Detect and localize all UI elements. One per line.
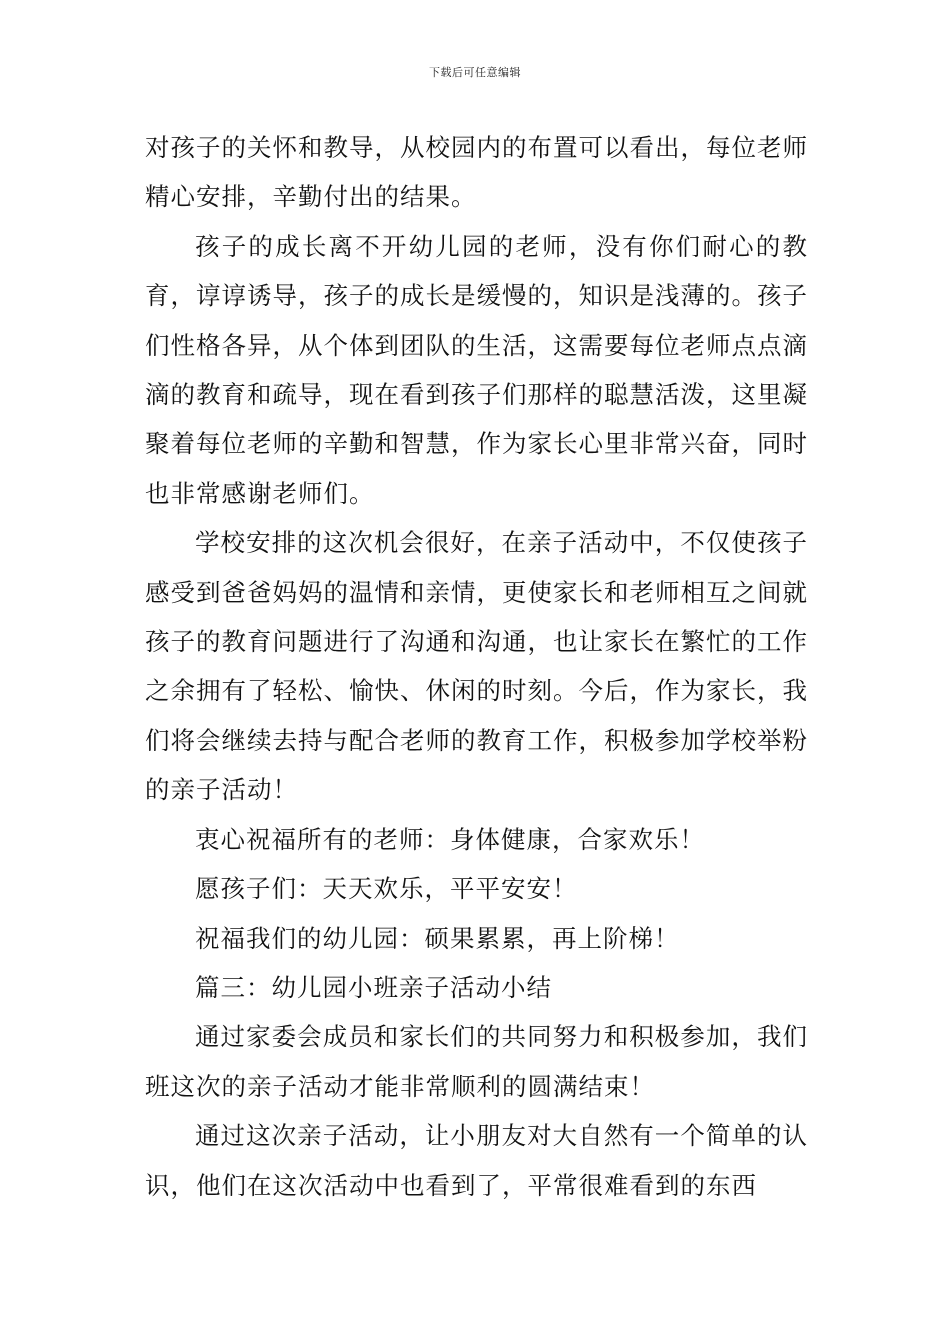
paragraph: 通过这次亲子活动，让小朋友对大自然有一个简单的认识，他们在这次活动中也看到了，平常很难看到的东西 bbox=[145, 1121, 808, 1200]
paragraph-blessing: 衷心祝福所有的老师：身体健康，合家欢乐！ bbox=[195, 824, 705, 854]
page-header-note: 下载后可任意编辑 bbox=[429, 66, 521, 79]
paragraph-blessing: 祝福我们的幼儿园：硕果累累，再上阶梯！ bbox=[195, 923, 680, 953]
paragraph: 通过家委会成员和家长们的共同努力和积极参加，我们班这次的亲子活动才能非常顺利的圆满结束！ bbox=[145, 1022, 808, 1101]
document-body bbox=[145, 123, 808, 1210]
paragraph: 孩子的成长离不开幼儿园的老师，没有你们耐心的教育，谆谆诱导，孩子的成长是缓慢的，知识是浅薄的。孩子们性格各异，从个体到团队的生活，这需要每位老师点点滴滴的教育和疏导，现在看到孩子们那样的聪慧活泼，这里凝聚着每位老师的辛勤和智慧，作为家长心里非常兴奋，同时也非常感谢老师们。 bbox=[145, 231, 808, 508]
paragraph: 学校安排的这次机会很好，在亲子活动中，不仅使孩子感受到爸爸妈妈的温情和亲情，更使家长和老师相互之间就孩子的教育问题进行了沟通和沟通，也让家长在繁忙的工作之余拥有了轻松、愉快、休闲的时刻。今后，作为家长，我们将会继续去持与配合老师的教育工作，积极参加学校举粉的亲子活动！ bbox=[145, 528, 808, 805]
paragraph-continuation: 对孩子的关怀和教导，从校园内的布置可以看出，每位老师精心安排，辛勤付出的结果。 bbox=[145, 133, 808, 212]
paragraph-blessing: 愿孩子们：天天欢乐，平平安安！ bbox=[195, 874, 578, 904]
section-heading: 篇三：幼儿园小班亲子活动小结 bbox=[195, 972, 552, 1002]
